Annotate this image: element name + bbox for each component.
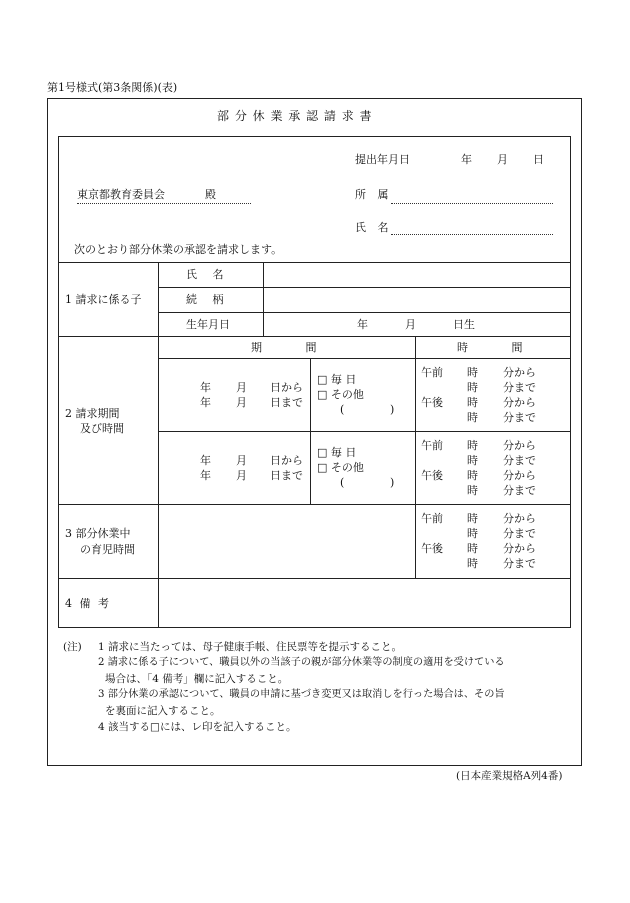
sec3-am: 午前 xyxy=(421,512,443,525)
row-b-hour-2: 時 xyxy=(467,454,478,467)
divider xyxy=(158,431,571,432)
sec3-min-2: 分まで xyxy=(503,527,536,540)
submit-date-label: 提出年月日 xyxy=(355,153,410,166)
row-b-min-2: 分まで xyxy=(503,454,536,467)
row-b-from-day: 日から xyxy=(270,454,303,467)
row-b-to-day: 日まで xyxy=(270,469,303,482)
section1-label: 1 請求に係る子 xyxy=(65,293,142,306)
sec3-pm: 午後 xyxy=(421,542,443,555)
row-a-hour-1: 時 xyxy=(467,366,478,379)
row-a-hour-4: 時 xyxy=(467,411,478,424)
sec3-min-4: 分まで xyxy=(503,557,536,570)
divider xyxy=(58,336,571,337)
form-title: 部 分 休 業 承 認 請 求 書 xyxy=(217,109,373,123)
affiliation-field[interactable] xyxy=(391,203,553,204)
addressee: 東京都教育委員会 xyxy=(77,188,165,201)
row-b-paren-open: ( xyxy=(340,476,345,489)
note-4: 4 該当する□には、レ印を記入すること。 xyxy=(98,721,297,733)
footer-standard: (日本産業規格A列4番) xyxy=(456,770,563,782)
sec3-min-1: 分から xyxy=(503,512,536,525)
row-b-hour-1: 時 xyxy=(467,439,478,452)
period-header: 期 間 xyxy=(251,341,337,354)
divider xyxy=(158,312,571,313)
row-b-to-month: 月 xyxy=(236,469,247,482)
divider xyxy=(58,262,571,263)
row-b-check-every[interactable]: □ 毎 日 xyxy=(317,446,357,459)
affiliation-label: 所 属 xyxy=(355,188,393,201)
section4-label: 4 備 考 xyxy=(65,597,111,610)
birth-year-label: 年 xyxy=(357,318,368,331)
row-b-from-month: 月 xyxy=(236,454,247,467)
sec3-hour-4: 時 xyxy=(467,557,478,570)
sec3-hour-1: 時 xyxy=(467,512,478,525)
row-a-min-2: 分まで xyxy=(503,381,536,394)
divider xyxy=(58,578,571,579)
divider xyxy=(310,358,311,504)
divider xyxy=(415,336,416,578)
divider xyxy=(58,504,571,505)
row-b-paren-close: ) xyxy=(390,476,395,489)
row-b-min-1: 分から xyxy=(503,439,536,452)
row-b-to-year: 年 xyxy=(200,469,211,482)
child-relation-label: 続 柄 xyxy=(186,293,230,306)
section2-label-2: 及び時間 xyxy=(80,422,124,435)
row-b-min-3: 分から xyxy=(503,469,536,482)
row-a-from-year: 年 xyxy=(200,381,211,394)
row-a-min-1: 分から xyxy=(503,366,536,379)
birth-month-label: 月 xyxy=(405,318,416,331)
row-a-paren-open: ( xyxy=(340,403,345,416)
submit-month-label: 月 xyxy=(497,153,508,166)
note-3a: 3 部分休業の承認について、職員の申請に基づき変更又は取消しを行った場合は、その旨 xyxy=(98,689,505,700)
notes-lead: (注) xyxy=(63,641,82,653)
divider xyxy=(158,262,159,628)
sec3-min-3: 分から xyxy=(503,542,536,555)
divider xyxy=(158,287,571,288)
row-a-from-month: 月 xyxy=(236,381,247,394)
child-name-label: 氏 名 xyxy=(186,268,230,281)
row-b-pm: 午後 xyxy=(421,469,443,482)
row-a-check-other[interactable]: □ その他 xyxy=(317,388,364,401)
row-b-hour-4: 時 xyxy=(467,484,478,497)
name-label: 氏 名 xyxy=(355,221,393,234)
note-2a: 2 請求に係る子について、職員以外の当該子の親が部分休業等の制度の適用を受けている xyxy=(98,657,505,668)
row-a-am: 午前 xyxy=(421,366,443,379)
row-a-hour-3: 時 xyxy=(467,396,478,409)
section3-label: 3 部分休業中 xyxy=(65,527,131,540)
note-2b: 場合は、「4 備考」欄に記入すること。 xyxy=(105,673,289,685)
row-b-min-4: 分まで xyxy=(503,484,536,497)
child-birth-label: 生年月日 xyxy=(186,318,230,331)
row-b-check-other[interactable]: □ その他 xyxy=(317,461,364,474)
submit-year-label: 年 xyxy=(461,153,472,166)
time-header: 時 間 xyxy=(457,341,543,354)
row-a-to-month: 月 xyxy=(236,396,247,409)
row-a-pm: 午後 xyxy=(421,396,443,409)
honorific: 殿 xyxy=(205,188,216,201)
divider xyxy=(263,262,264,336)
row-a-to-day: 日まで xyxy=(270,396,303,409)
sec3-hour-2: 時 xyxy=(467,527,478,540)
row-a-check-every[interactable]: □ 毎 日 xyxy=(317,373,357,386)
row-a-min-3: 分から xyxy=(503,396,536,409)
divider xyxy=(158,358,571,359)
row-a-from-day: 日から xyxy=(270,381,303,394)
note-1: 1 請求に当たっては、母子健康手帳、住民票等を提示すること。 xyxy=(98,641,403,653)
row-a-to-year: 年 xyxy=(200,396,211,409)
row-a-paren-close: ) xyxy=(390,403,395,416)
form-ref: 第1号様式(第3条関係)(表) xyxy=(47,81,178,94)
section2-label: 2 請求期間 xyxy=(65,407,120,420)
row-a-min-4: 分まで xyxy=(503,411,536,424)
birth-day-label: 日生 xyxy=(453,318,475,331)
addressee-underline xyxy=(77,203,251,204)
name-field[interactable] xyxy=(391,234,553,235)
note-3b: を裏面に記入すること。 xyxy=(105,705,221,717)
row-b-hour-3: 時 xyxy=(467,469,478,482)
sec3-hour-3: 時 xyxy=(467,542,478,555)
row-b-am: 午前 xyxy=(421,439,443,452)
row-b-from-year: 年 xyxy=(200,454,211,467)
request-text: 次のとおり部分休業の承認を請求します。 xyxy=(74,243,283,256)
submit-day-label: 日 xyxy=(533,153,544,166)
section3-label-2: の育児時間 xyxy=(80,543,135,556)
row-a-hour-2: 時 xyxy=(467,381,478,394)
